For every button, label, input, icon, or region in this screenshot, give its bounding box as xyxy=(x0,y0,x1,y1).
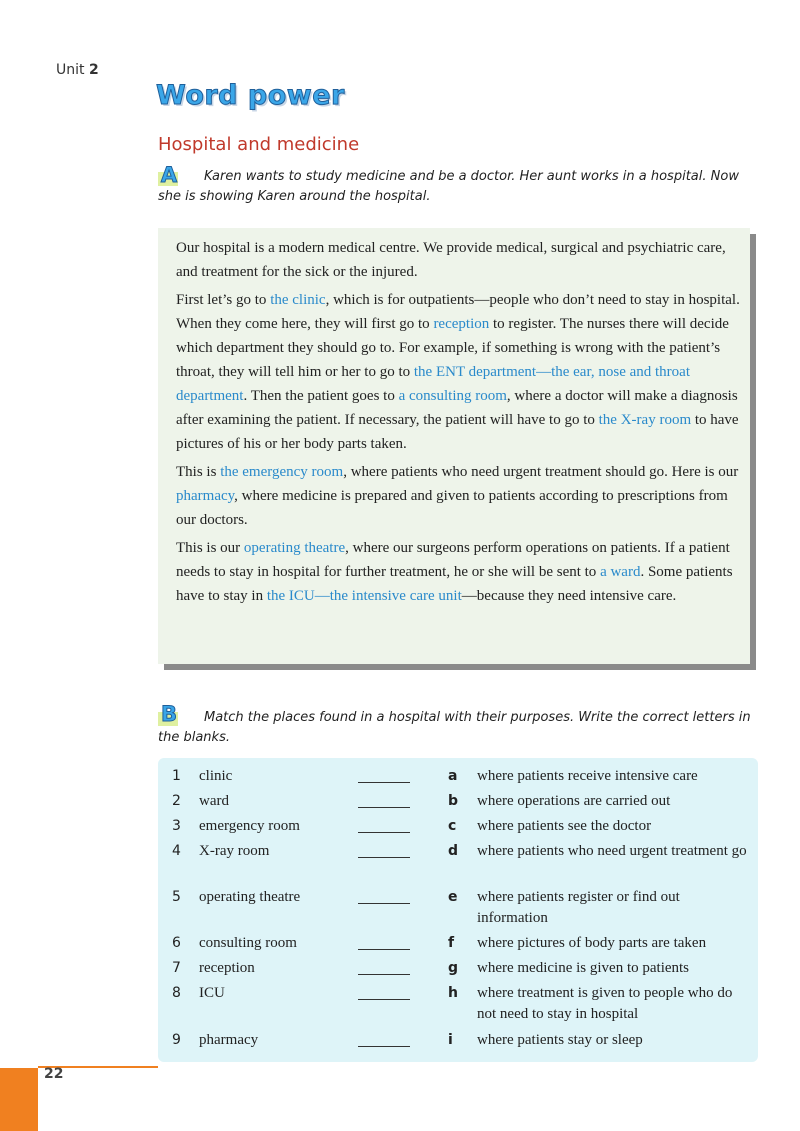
hospital-term-highlight: the emergency room xyxy=(220,464,344,480)
answer-blank[interactable] xyxy=(358,1030,410,1047)
hospital-term-highlight: the ICU—the intensive care unit xyxy=(266,588,462,604)
option-letter: h xyxy=(448,985,458,1001)
place-name: operating theatre xyxy=(199,889,301,905)
hospital-term-highlight: pharmacy xyxy=(176,488,235,504)
passage-text: to have pictures of his or her body parts taken. xyxy=(176,412,739,452)
hospital-term-highlight: a ward xyxy=(600,564,641,580)
passage-text: , where medicine is prepared and given to patients according to prescriptions from our doctors. xyxy=(176,488,728,528)
answer-blank[interactable] xyxy=(358,887,410,904)
reading-passage xyxy=(176,236,740,612)
place-name: ICU xyxy=(199,985,225,1001)
answer-blank[interactable] xyxy=(358,791,410,808)
option-letter: e xyxy=(448,889,458,905)
hospital-term-highlight: operating theatre xyxy=(243,540,346,556)
hospital-term-highlight: a consulting room xyxy=(398,388,507,404)
place-name: ward xyxy=(199,793,229,809)
item-number: 9 xyxy=(172,1032,181,1048)
passage-text: , where our surgeons perform operations on patients. If a patient needs to stay in hospital for further treatment, he or she will be sent to xyxy=(176,540,730,580)
item-number: 3 xyxy=(172,818,181,834)
hospital-term-highlight: the ENT department—the ear, nose and throat department xyxy=(176,364,690,404)
passage-paragraph xyxy=(176,236,740,284)
page-number: 22 xyxy=(44,1066,64,1082)
place-name: emergency room xyxy=(199,818,300,834)
passage-text: to register. The nurses there will decide which department they should go to. For example, if something is wrong with the patient’s throat, they will tell him or her to go to xyxy=(176,316,729,380)
passage-paragraph xyxy=(176,460,740,532)
purpose-text: where operations are carried out xyxy=(477,793,671,809)
matching-exercise-box xyxy=(158,758,758,1062)
item-number: 1 xyxy=(172,768,181,784)
item-number: 7 xyxy=(172,960,181,976)
purpose-text: where patients stay or sleep xyxy=(477,1032,643,1048)
answer-blank[interactable] xyxy=(358,933,410,950)
item-number: 4 xyxy=(172,843,181,859)
answer-blank[interactable] xyxy=(358,983,410,1000)
purpose-text: where patients receive intensive care xyxy=(477,768,698,784)
passage-paragraph xyxy=(176,536,740,608)
section-b-letter: B xyxy=(160,702,177,726)
answer-blank[interactable] xyxy=(358,766,410,783)
section-a-letter: A xyxy=(160,163,178,187)
hospital-term-highlight: reception xyxy=(433,316,490,332)
passage-text: This is xyxy=(176,464,221,480)
passage-text: This is our xyxy=(176,540,244,556)
place-name: reception xyxy=(199,960,255,976)
passage-text: First let’s go to xyxy=(176,292,271,308)
passage-text: , where patients who need urgent treatment should go. Here is our xyxy=(343,464,739,480)
page-title: Word power xyxy=(156,80,345,111)
hospital-term-highlight: the clinic xyxy=(270,292,326,308)
unit-label: Unit 2 xyxy=(56,62,99,78)
option-letter: a xyxy=(448,768,458,784)
passage-text: , where a doctor will make a diagnosis after examining the patient. If necessary, the patient will have to go to xyxy=(176,388,738,428)
passage-text: . Then the patient goes to xyxy=(243,388,399,404)
purpose-text: where treatment is given to people who do not need to stay in hospital xyxy=(477,985,733,1022)
option-letter: g xyxy=(448,960,459,976)
purpose-text: where patients register or find out information xyxy=(477,889,680,926)
purpose-text: where patients who need urgent treatment go xyxy=(477,843,747,859)
passage-text: , which is for outpatients—people who don’t need to stay in hospital. When they come here, they will first go to xyxy=(176,292,740,332)
passage-text: Our hospital is a modern medical centre. We provide medical, surgical and psychiatric care, and treatment for the sick or the injured. xyxy=(176,240,726,280)
purpose-text: where pictures of body parts are taken xyxy=(477,935,707,951)
place-name: consulting room xyxy=(199,935,297,951)
section-subtitle: Hospital and medicine xyxy=(158,134,360,155)
answer-blank[interactable] xyxy=(358,958,410,975)
place-name: clinic xyxy=(199,768,233,784)
option-letter: i xyxy=(448,1032,453,1048)
item-number: 6 xyxy=(172,935,181,951)
reading-passage-box xyxy=(158,228,750,664)
option-letter: f xyxy=(448,935,455,951)
place-name: pharmacy xyxy=(199,1032,259,1048)
hospital-term-highlight: the X-ray room xyxy=(598,412,692,428)
purpose-text: where patients see the doctor xyxy=(477,818,652,834)
option-letter: b xyxy=(448,793,459,809)
answer-blank[interactable] xyxy=(358,841,410,858)
page-corner-decoration xyxy=(0,1068,38,1131)
place-name: X-ray room xyxy=(199,843,270,859)
option-letter: d xyxy=(448,843,459,859)
item-number: 5 xyxy=(172,889,181,905)
item-number: 8 xyxy=(172,985,181,1001)
section-a-instruction: Karen wants to study medicine and be a doctor. Her aunt works in a hospital. Now she is showing Karen around the hospital. xyxy=(158,169,739,204)
passage-paragraph xyxy=(176,288,740,456)
option-letter: c xyxy=(448,818,457,834)
purpose-text: where medicine is given to patients xyxy=(477,960,690,976)
passage-text: . Some patients have to stay in xyxy=(176,564,733,604)
answer-blank[interactable] xyxy=(358,816,410,833)
section-b-instruction: Match the places found in a hospital with their purposes. Write the correct letters in the blanks. xyxy=(158,710,751,745)
passage-text: —because they need intensive care. xyxy=(461,588,677,604)
item-number: 2 xyxy=(172,793,181,809)
